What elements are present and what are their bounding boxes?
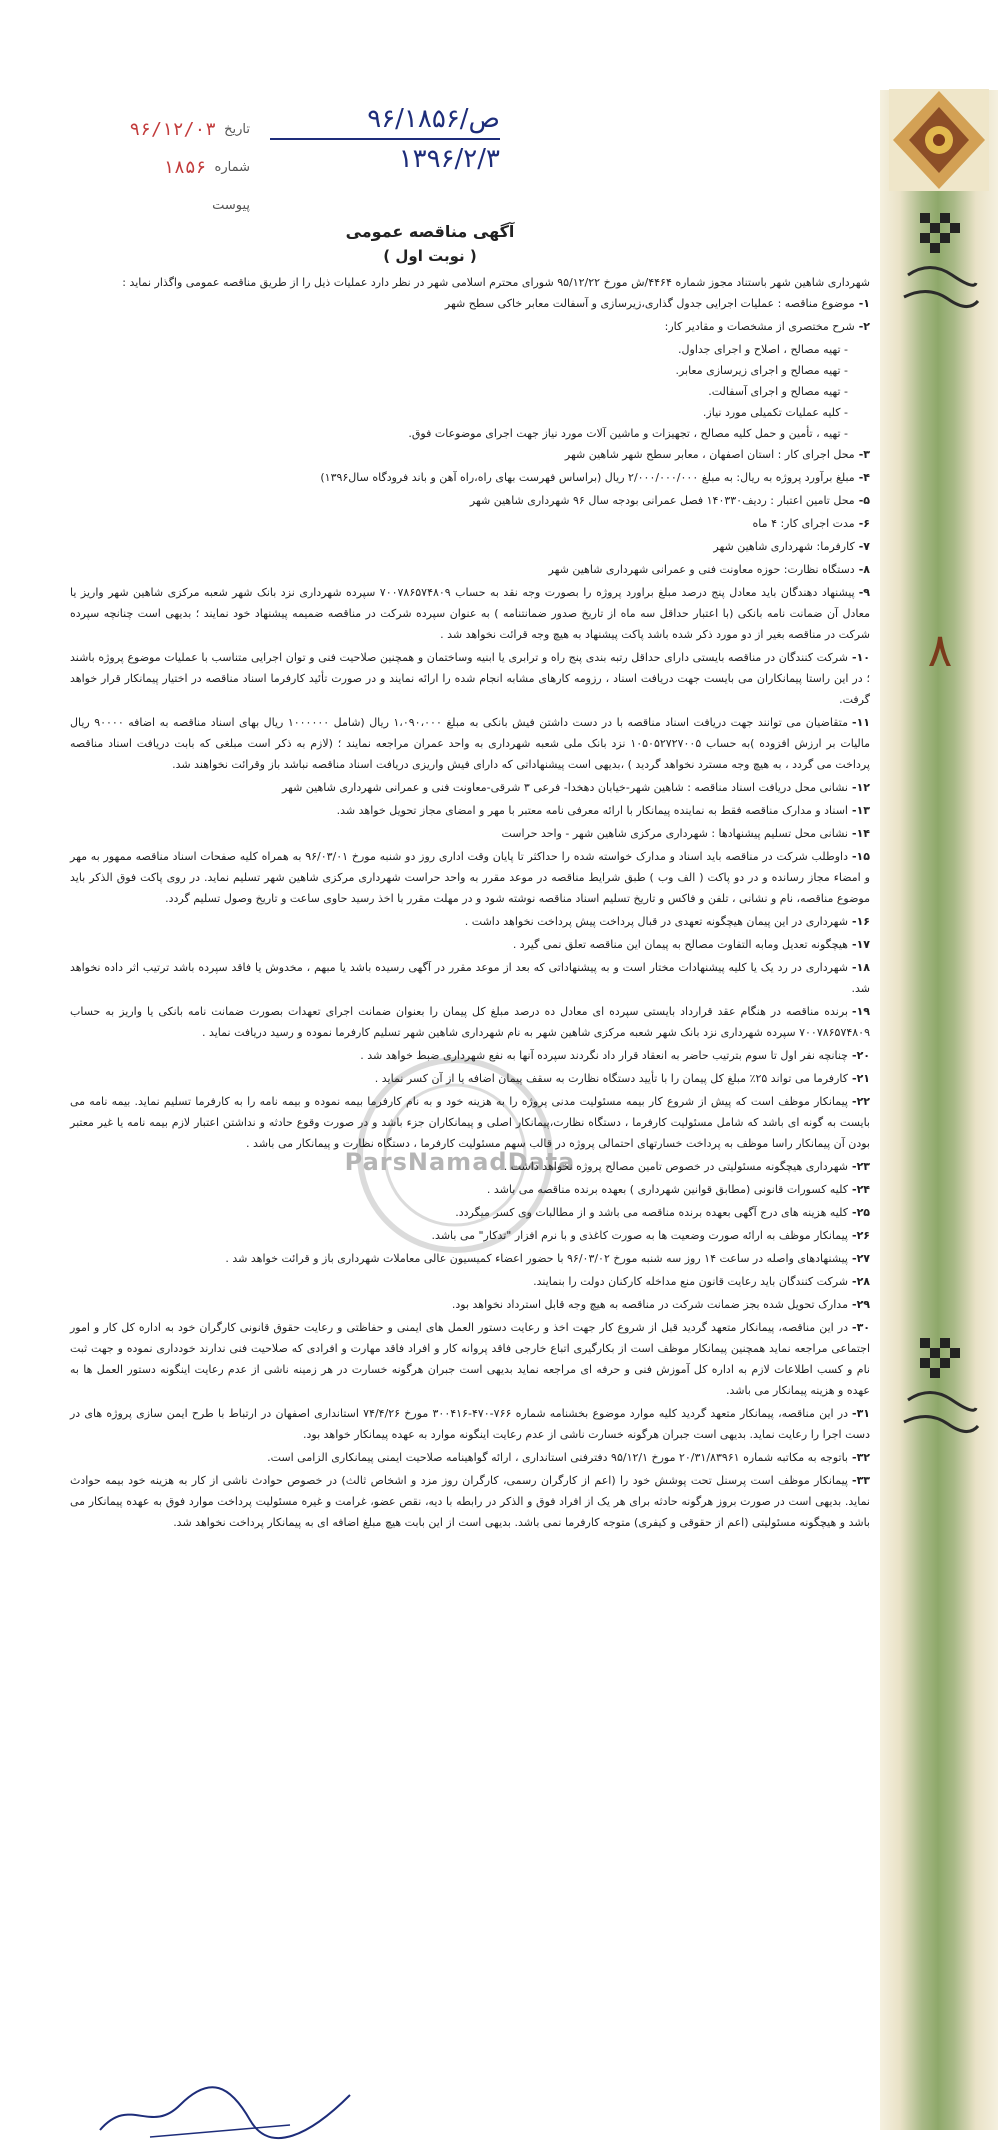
clause-number: ۱۲- xyxy=(851,781,870,794)
clause-number: ۳۰- xyxy=(851,1321,870,1334)
stamp-attachment-row xyxy=(70,186,250,224)
clause-text: پیمانکار موظف است پرسنل تحت پوشش خود را (اعم از کارگران رسمی، کارگران روز مزد و اشخاص ثالث) در خصوص حوادث ناشی از کار به هزینه خود بیمه حوادث نماید. بدیهی است در صورت بروز هرگونه حادثه برای هر یک از افراد فوق و الذکر در رابطه با دیه، نقص عضو، غرامت و غیره مسئولیت پرداخت موارد فوق به عهده پیمانکار می باشد و هیچگونه مسئولیتی (اعم از حقوقی و کیفری) متوجه کارفرما نمی باشد. بدیهی است از این بابت هیچ مبلغ اضافه ای به پیمانکار پرداخت نخواهد شد. xyxy=(70,1474,870,1529)
clause-text: چنانچه نفر اول تا سوم بترتیب حاضر به انعقاد قرار داد نگردند سپرده آنها به نفع شهرداری ضبط خواهد شد . xyxy=(360,1049,848,1062)
clause-number: ۲۵- xyxy=(851,1206,870,1219)
clause-item xyxy=(70,559,870,580)
clause-text: نشانی محل تسلیم پیشنهادها : شهرداری مرکزی شاهین شهر - واحد حراست xyxy=(501,827,848,840)
handwritten-page-mark: ۸ xyxy=(927,623,953,677)
ornament-icon xyxy=(885,85,993,195)
clause-item xyxy=(70,1068,870,1089)
registry-stamp xyxy=(70,110,250,224)
clause-number: ۳- xyxy=(858,448,870,461)
clause-item xyxy=(70,293,870,314)
clause-text: کارفرما می تواند ۲۵٪ مبلغ کل پیمان را با تأیید دستگاه نظارت به سقف پیمان اضافه یا از آن کسر نماید . xyxy=(374,1072,848,1085)
clause-number: ۱۶- xyxy=(851,915,870,928)
municipality-logo-icon xyxy=(890,1330,988,1450)
clause-number: ۲۹- xyxy=(851,1298,870,1311)
clause-item xyxy=(70,467,870,488)
clause-number: ۹- xyxy=(858,586,870,599)
watermark-text: ParsNamadData xyxy=(344,1148,576,1176)
clause-number: ۱۳- xyxy=(851,804,870,817)
clause-number: ۲۸- xyxy=(851,1275,870,1288)
clause-item xyxy=(70,1225,870,1246)
clause-number: ۵- xyxy=(858,494,870,507)
clause-item xyxy=(70,1202,870,1223)
clause-item xyxy=(70,444,870,465)
work-description-item: - تهیه ، تأمین و حمل کلیه مصالح ، تجهیزات و ماشین آلات مورد نیاز جهت اجرای موضوعات فوق. xyxy=(408,427,848,440)
clause-number: ۱۹- xyxy=(851,1005,870,1018)
clause-number: ۷- xyxy=(858,540,870,553)
clause-text: شرح مختصری از مشخصات و مقادیر کار: xyxy=(664,320,855,333)
clause-text: برنده مناقصه در هنگام عقد قرارداد بایستی سپرده ای معادل ده درصد مبلغ کل پیمان را بعنوان ضمانت اجرای تعهدات بصورت ضمانت نامه بانکی یا واریز به حساب ۷۰۰۷۸۶۵۷۴۸۰۹ سپرده شهرداری نزد بانک شهر شعبه مرکزی شاهین شهر به نام شهرداری شاهین شهر تسلیم کارفرما نموده و رسید دریافت نماید . xyxy=(70,1005,870,1039)
handwritten-reference xyxy=(270,104,500,194)
clause-text: شرکت کنندگان در مناقصه بایستی دارای حداقل رتبه بندی پنج راه و ترابری یا ابنیه وساختمان و همچنین صلاحیت فنی و توان اجرایی متناسب با عملیات موضوع پروژه باشند ؛ در این راستا پیمانکاران می بایست جهت دریافت اسناد ، رزومه کارهای مشابه انجام شده را ارائه نمایند و در صورت تأئید کارفرما اسناد مناقصه در اختیار پیمانکار قرار خواهد گرفت. xyxy=(70,651,870,706)
clause-text: باتوجه به مکاتبه شماره ۲۰/۳۱/۸۳۹۶۱ مورخ ۹۵/۱۲/۱ دفترفنی استانداری ، ارائه گواهینامه صلاحیت ایمنی پیمانکاری الزامی است. xyxy=(267,1451,848,1464)
clause-item xyxy=(70,911,870,932)
clause-text: محل اجرای کار : استان اصفهان ، معابر سطح شهر شاهین شهر xyxy=(564,448,855,461)
stamp-attachment-label: پیوست xyxy=(212,197,250,213)
clause-number: ۳۲- xyxy=(851,1451,870,1464)
clause-text: نشانی محل دریافت اسناد مناقصه : شاهین شهر-خیابان دهخدا- فرعی ۳ شرقی-معاونت فنی و عمرانی شهرداری شاهین شهر xyxy=(281,781,848,794)
clause-text: اسناد و مدارک مناقصه فقط به نماینده پیمانکار با ارائه معرفی نامه معتبر با مهر و امضای مجاز تحویل خواهد شد. xyxy=(336,804,848,817)
clause-text: کارفرما: شهرداری شاهین شهر xyxy=(713,540,855,553)
clause-item xyxy=(70,536,870,557)
clause-number: ۱- xyxy=(858,297,870,310)
clause-text: متقاضیان می توانند جهت دریافت اسناد مناقصه با در دست داشتن فیش بانکی به مبلغ ۱،۰۹۰،۰۰۰ ریال (شامل ۱۰۰۰۰۰۰ ریال بهای اسناد مناقصه به اضافه ۹۰۰۰۰ ریال مالیات بر ارزش افزوده )به حساب ۱۰۵۰۵۲۷۲۷۰۰۵ نزد بانک ملی شعبه شهرداری به واحد عمران مراجعه نمایند ؛ (لازم به ذکر است مبلغی که بابت دریافت اسناد مناقصه پرداخت می گردد ، به هیچ وجه مسترد نخواهد گردید ) ،بدیهی است پیشنهاداتی که دارای فیش واریزی دریافت اسناد مناقصه نباشد باز وقرائت نخواهند شد. xyxy=(70,716,870,771)
clause-text: موضوع مناقصه : عملیات اجرایی جدول گذاری،زیرسازی و آسفالت معابر خاکی سطح شهر xyxy=(444,297,855,310)
clause-number: ۲۳- xyxy=(851,1160,870,1173)
clause-item xyxy=(70,800,870,821)
clause-number: ۲۱- xyxy=(851,1072,870,1085)
clause-item xyxy=(70,513,870,534)
clause-text: محل تامین اعتبار : ردیف۱۴۰۳۳۰ فصل عمرانی بودجه سال ۹۶ شهرداری شاهین شهر xyxy=(469,494,855,507)
clause-item xyxy=(70,846,870,909)
clause-number: ۱۰- xyxy=(851,651,870,664)
page-subtitle: ( نوبت اول ) xyxy=(383,247,477,265)
clause-number: ۴- xyxy=(858,471,870,484)
clause-item xyxy=(70,1447,870,1468)
clause-item xyxy=(70,582,870,645)
work-description-item: - تهیه مصالح و اجرای آسفالت. xyxy=(708,385,848,398)
clause-item xyxy=(70,1179,870,1200)
work-description-list xyxy=(70,339,870,444)
clause-item xyxy=(70,712,870,775)
clause-number: ۱۱- xyxy=(852,716,871,729)
clause-item xyxy=(70,934,870,955)
stamp-date-row xyxy=(70,110,250,148)
intro-paragraph: شهرداری شاهین شهر باستناد مجوز شماره ۴۴۶۴/ش مورخ ۹۵/۱۲/۲۲ شورای محترم اسلامی شهر در نظر دارد عملیات ذیل را از طریق مناقصه عمومی واگذار نماید : xyxy=(122,276,870,289)
clause-item xyxy=(70,1001,870,1043)
stamp-number-value: ۱۸۵۶ xyxy=(163,156,207,178)
page-title: آگهی مناقصه عمومی xyxy=(345,222,515,241)
clause-text: مدارک تحویل شده بجز ضمانت شرکت در مناقصه به هیچ وجه قابل استرداد نخواهد بود. xyxy=(451,1298,848,1311)
clause-number: ۳۳- xyxy=(851,1474,870,1487)
signature-icon xyxy=(90,2075,390,2145)
clause-number: ۱۷- xyxy=(851,938,870,951)
clause-text: پیشنهاد دهندگان باید معادل پنج درصد مبلغ براورد پروژه را بصورت وجه نقد به حساب ۷۰۰۷۸۶۵۷۴۸۰۹ سپرده شهرداری نزد بانک شهر شعبه مرکزی شاهین شهر واریز یا معادل آن ضمانت نامه بانکی (با اعتبار حداقل سه ماه از تاریخ صدور ضمانتنامه ) به عنوان سپرده شرکت در مناقصه ضمیمه پیشنهاد خود نمایند ؛ بدیهی است چنانچه سپرده شرکت در مناقصه بغیر از دو مورد ذکر شده باشد پاکت پیشنهاد به هیچ وجه قرائت نخواهد شد . xyxy=(70,586,870,641)
clause-text: شهرداری هیچگونه مسئولیتی در خصوص تامین مصالح پروژه نخواهد داشت . xyxy=(503,1160,848,1173)
clause-item xyxy=(70,1248,870,1269)
clause-item xyxy=(70,1317,870,1401)
handwritten-reference-number: ص/۹۶/۱۸۵۶ xyxy=(270,104,500,140)
clause-number: ۱۵- xyxy=(851,850,870,863)
clause-text: مدت اجرای کار: ۴ ماه xyxy=(752,517,855,530)
stamp-number-row xyxy=(70,148,250,186)
clause-number: ۲۷- xyxy=(851,1252,870,1265)
clause-number: ۸- xyxy=(858,563,870,576)
stamp-date-label: تاریخ xyxy=(224,121,250,137)
clause-item xyxy=(70,490,870,511)
clause-item xyxy=(70,1091,870,1154)
clause-text: دستگاه نظارت: حوزه معاونت فنی و عمرانی شهرداری شاهین شهر xyxy=(548,563,855,576)
clause-item xyxy=(70,777,870,798)
clause-text: داوطلب شرکت در مناقصه باید اسناد و مدارک خواسته شده را حداکثر تا پایان وقت اداری روز دو شنبه مورخ ۹۶/۰۳/۰۱ به همراه کلیه صفحات اسناد مناقصه ممهور به مهر و امضاء مجاز رسانده و در دو پاکت ( الف وب ) طبق شرایط مناقصه در موعد مقرر به واحد حراست شهرداری مرکزی شاهین شهر تسلیم نماید. در روی پاکت فوق الذکر باید موضوع مناقصه، نام و نشانی ، تلفن و فاکس و تاریخ تسلیم اسناد مناقصه نوشته شود و در مهلت مقرر با اخذ رسید حاوی ساعت و تاریخ وصول تسلیم گردد. xyxy=(70,850,870,905)
decorative-border xyxy=(880,90,998,2130)
clause-number: ۲۲- xyxy=(851,1095,870,1108)
clause-list-part1 xyxy=(70,293,870,337)
clause-text: در این مناقصه، پیمانکار متعهد گردید کلیه موارد موضوع بخشنامه شماره ۷۶۶-۴۷۰-۳۰۰۴۱۶ مورخ ۷۴/۴/۲۶ استانداری اصفهان در ارتباط با طرح ایمن سازی پروژه های در دست اجرا را رعایت نماید. بدیهی است جبران هرگونه خسارت ناشی از عدم رعایت اینگونه موارد به عهده پیمانکار خواهد بود. xyxy=(70,1407,870,1441)
clause-number: ۲- xyxy=(858,320,870,333)
clause-list-part2 xyxy=(70,444,870,1533)
clause-item xyxy=(70,1156,870,1177)
clause-item xyxy=(70,1294,870,1315)
clause-text: پیمانکار موظف است که پیش از شروع کار بیمه مسئولیت مدنی پروژه را به هزینه خود و به نام کارفرما بیمه نموده و بیمه نامه را به کارفرما تسلیم نماید. بیمه نامه می بایست به گونه ای باشد که شامل مسئولیت کارفرما ، دستگاه نظارت،پیمانکار اصلی و پیمانکاران جزء باشد و در صورت وقوع حادثه و نداشتن اعتبار لازم بیمه نامه یا غیر معتبر بودن آن پیمانکار راسا موظف به پرداخت خسارتهای احتمالی پروژه در قالب سهم مسئولیت کارفرما ، دستگاه نظارت و پیمانکار می باشد . xyxy=(70,1095,870,1150)
clause-item xyxy=(70,1470,870,1533)
clause-number: ۶- xyxy=(858,517,870,530)
clause-item xyxy=(70,316,870,337)
clause-text: کلیه هزینه های درج آگهی بعهده برنده مناقصه می باشد و از مطالبات وی کسر میگردد. xyxy=(455,1206,848,1219)
work-description-item: - تهیه مصالح ، اصلاح و اجرای جداول. xyxy=(678,343,848,356)
work-description-item: - تهیه مصالح و اجرای زیرسازی معابر. xyxy=(675,364,848,377)
clause-item xyxy=(70,823,870,844)
stamp-date-value: ۹۶/۱۲/۰۳ xyxy=(129,118,217,140)
clause-text: پیشنهادهای واصله در ساعت ۱۴ روز سه شنبه مورخ ۹۶/۰۳/۰۲ با حضور اعضاء کمیسیون عالی معاملات شهرداری باز و قرائت خواهد شد . xyxy=(225,1252,848,1265)
clause-number: ۱۴- xyxy=(851,827,870,840)
clause-item xyxy=(70,957,870,999)
handwritten-reference-date: ۱۳۹۶/۲/۳ xyxy=(398,144,500,174)
clause-number: ۳۱- xyxy=(852,1407,871,1420)
clause-text: در این مناقصه، پیمانکار متعهد گردید قبل از شروع کار جهت اخذ و رعایت دستور العمل های ایمنی و حفاظتی و رعایت حقوق قانونی کارگران خود به اداره کل کار و امور اجتماعی مراجعه نماید همچنین پیمانکار موظف است از بکارگیری اتباع خارجی فاقد پروانه کار و افراد فاقد مهارت و افرادی که صلاحیت فنی ندارند خودداری نموده و جهت ثبت نام و کسب اطلاعات لازم به اداره کل آموزش فنی و حرفه ای مراجعه نماید بدیهی است جبران هرگونه خسارت در هر زمینه ناشی از عدم رعایت اینگونه دستور العمل ها به عهده و هزینه پیمانکار می باشد. xyxy=(70,1321,870,1397)
clause-number: ۲۶- xyxy=(851,1229,870,1242)
work-description-item: - کلیه عملیات تکمیلی مورد نیاز. xyxy=(702,406,848,419)
clause-number: ۱۸- xyxy=(851,961,870,974)
clause-number: ۲۴- xyxy=(851,1183,870,1196)
clause-item xyxy=(70,647,870,710)
clause-text: شهرداری در این پیمان هیچگونه تعهدی در قبال پرداخت پیش پرداخت نخواهد داشت . xyxy=(464,915,848,928)
clause-text: مبلغ برآورد پروژه به ریال: به مبلغ ۲/۰۰۰/۰۰۰/۰۰۰ ریال (براساس فهرست بهای راه،راه آهن و باند فرودگاه سال۱۳۹۶) xyxy=(320,471,855,484)
clause-number: ۲۰- xyxy=(851,1049,870,1062)
clause-item xyxy=(70,1403,870,1445)
tender-notice-body xyxy=(70,272,870,1535)
clause-item xyxy=(70,1045,870,1066)
clause-text: پیمانکار موظف به ارائه صورت وضعیت ها به صورت کاغذی و با نرم افزار "تدکار" می باشد. xyxy=(431,1229,848,1242)
clause-text: کلیه کسورات قانونی (مطابق قوانین شهرداری ) بعهده برنده مناقصه می باشد . xyxy=(486,1183,848,1196)
clause-item xyxy=(70,1271,870,1292)
municipality-logo-icon xyxy=(890,205,988,325)
clause-text: شهرداری در رد یک یا کلیه پیشنهادات مختار است و به پیشنهاداتی که بعد از موعد مقرر در آگهی رسیده باشد یا مبهم ، مخدوش یا فاقد سپرده باشد ترتیب اثر داده نخواهد شد. xyxy=(70,961,870,995)
clause-text: هیچگونه تعدیل ومابه التفاوت مصالح به پیمان این مناقصه تعلق نمی گیرد . xyxy=(512,938,848,951)
clause-text: شرکت کنندگان باید رعایت قانون منع مداخله کارکنان دولت را بنمایند. xyxy=(533,1275,848,1288)
stamp-number-label: شماره xyxy=(214,159,250,175)
